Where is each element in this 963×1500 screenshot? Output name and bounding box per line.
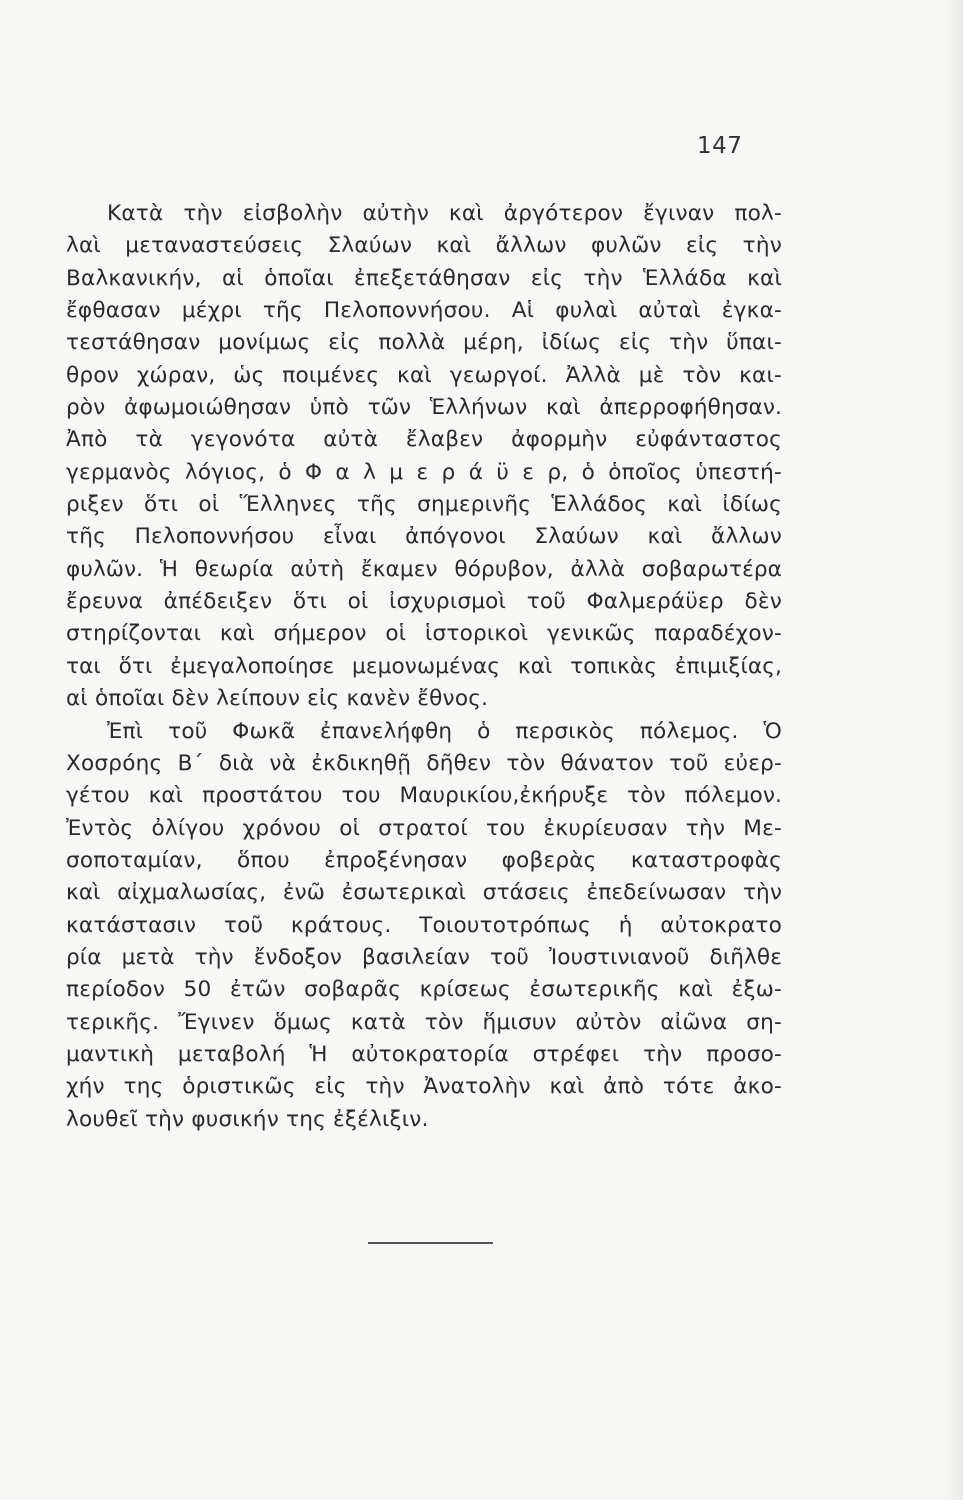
text-line: τερικῆς. Ἔγινεν ὅμως κατὰ τὸν ἥμισυν αὐτὸν αἰῶνα ση- xyxy=(66,1009,782,1035)
body-text xyxy=(62,198,782,1136)
text-line: τῆς Πελοποννήσου εἶναι ἀπόγονοι Σλαύων καὶ ἄλλων xyxy=(66,524,782,550)
text-line: κατάστασιν τοῦ κράτους. Τοιουτοτρόπως ἡ αὐτοκρατο xyxy=(66,912,782,938)
text-line: στηρίζονται καὶ σήμερον οἱ ἱστορικοὶ γενικῶς παραδέχον- xyxy=(66,621,782,647)
text-line: Ἐντὸς ὀλίγου χρόνου οἱ στρατοί του ἐκυρίευσαν τὴν Με- xyxy=(66,815,782,841)
page-number: 147 xyxy=(697,133,743,159)
text-line: γερμανὸς λόγιος, ὁ Φ α λ μ ε ρ ά ϋ ε ρ, ὁ ὁποῖος ὑπεστή- xyxy=(66,459,782,485)
text-line: Βαλκανικήν, αἱ ὁποῖαι ἐπεξετάθησαν εἰς τὴν Ἑλλάδα καὶ xyxy=(66,265,782,291)
text-line: ἔρευνα ἀπέδειξεν ὅτι οἱ ἰσχυρισμοὶ τοῦ Φαλμεράϋερ δὲν xyxy=(66,589,782,615)
text-line: Χοσρόης Β΄ διὰ νὰ ἐκδικηθῇ δῆθεν τὸν θάνατον τοῦ εὐερ- xyxy=(66,750,782,776)
text-line: ρία μετὰ τὴν ἔνδοξον βασιλείαν τοῦ Ἰουστινιανοῦ διῆλθε xyxy=(66,944,782,970)
text-line: ριξεν ὅτι οἱ Ἕλληνες τῆς σημερινῆς Ἑλλάδος καὶ ἰδίως xyxy=(66,492,782,518)
scan-edge-shadow xyxy=(945,0,963,1500)
text-line: περίοδον 50 ἐτῶν σοβαρᾶς κρίσεως ἐσωτερικῆς καὶ ἐξω- xyxy=(66,977,782,1003)
text-line: καὶ αἰχμαλωσίας, ἐνῶ ἐσωτερικαὶ στάσεις ἐπεδείνωσαν τὴν xyxy=(66,880,782,906)
text-line: τεστάθησαν μονίμως εἰς πολλὰ μέρη, ἰδίως εἰς τὴν ὕπαι- xyxy=(66,330,782,356)
text-line: Ἐπὶ τοῦ Φωκᾶ ἐπανελήφθη ὁ περσικὸς πόλεμος. Ὁ xyxy=(107,718,782,744)
text-line: μαντικὴ μεταβολή Ἡ αὐτοκρατορία στρέφει τὴν προσο- xyxy=(66,1041,782,1067)
text-line: ρὸν ἀφωμοιώθησαν ὑπὸ τῶν Ἑλλήνων καὶ ἀπερροφήθησαν. xyxy=(66,395,782,421)
text-line: λαὶ μεταναστεύσεις Σλαύων καὶ ἄλλων φυλῶν εἰς τὴν xyxy=(66,233,782,259)
text-line: Κατὰ τὴν εἰσβολὴν αὐτὴν καὶ ἀργότερον ἔγιναν πολ- xyxy=(107,201,782,226)
section-divider xyxy=(368,1242,493,1244)
text-line: ἔφθασαν μέχρι τῆς Πελοποννήσου. Αἱ φυλαὶ αὐταὶ ἐγκα- xyxy=(66,298,782,324)
text-line: λουθεῖ τὴν φυσικήν της ἐξέλιξιν. xyxy=(66,1106,429,1132)
text-line: φυλῶν. Ἡ θεωρία αὐτὴ ἔκαμεν θόρυβον, ἀλλὰ σοβαρωτέρα xyxy=(66,556,782,582)
text-line: γέτου καὶ προστάτου του Μαυρικίου,ἐκήρυξε τὸν πόλεμον. xyxy=(66,783,782,809)
text-line: ται ὅτι ἐμεγαλοποίησε μεμονωμένας καὶ τοπικὰς ἐπιμιξίας, xyxy=(66,653,782,679)
text-line: Ἀπὸ τὰ γεγονότα αὐτὰ ἔλαβεν ἀφορμὴν εὐφάνταστος xyxy=(66,427,782,453)
text-line: χήν της ὁριστικῶς εἰς τὴν Ἀνατολὴν καὶ ἀπὸ τότε ἀκο- xyxy=(66,1074,782,1100)
text-line: θρον χώραν, ὡς ποιμένες καὶ γεωργοί. Ἀλλὰ μὲ τὸν και- xyxy=(66,362,782,388)
text-line: αἱ ὁποῖαι δὲν λείπουν εἰς κανὲν ἔθνος. xyxy=(66,686,489,712)
text-line: σοποταμίαν, ὅπου ἐπροξένησαν φοβερὰς καταστροφὰς xyxy=(66,847,782,873)
